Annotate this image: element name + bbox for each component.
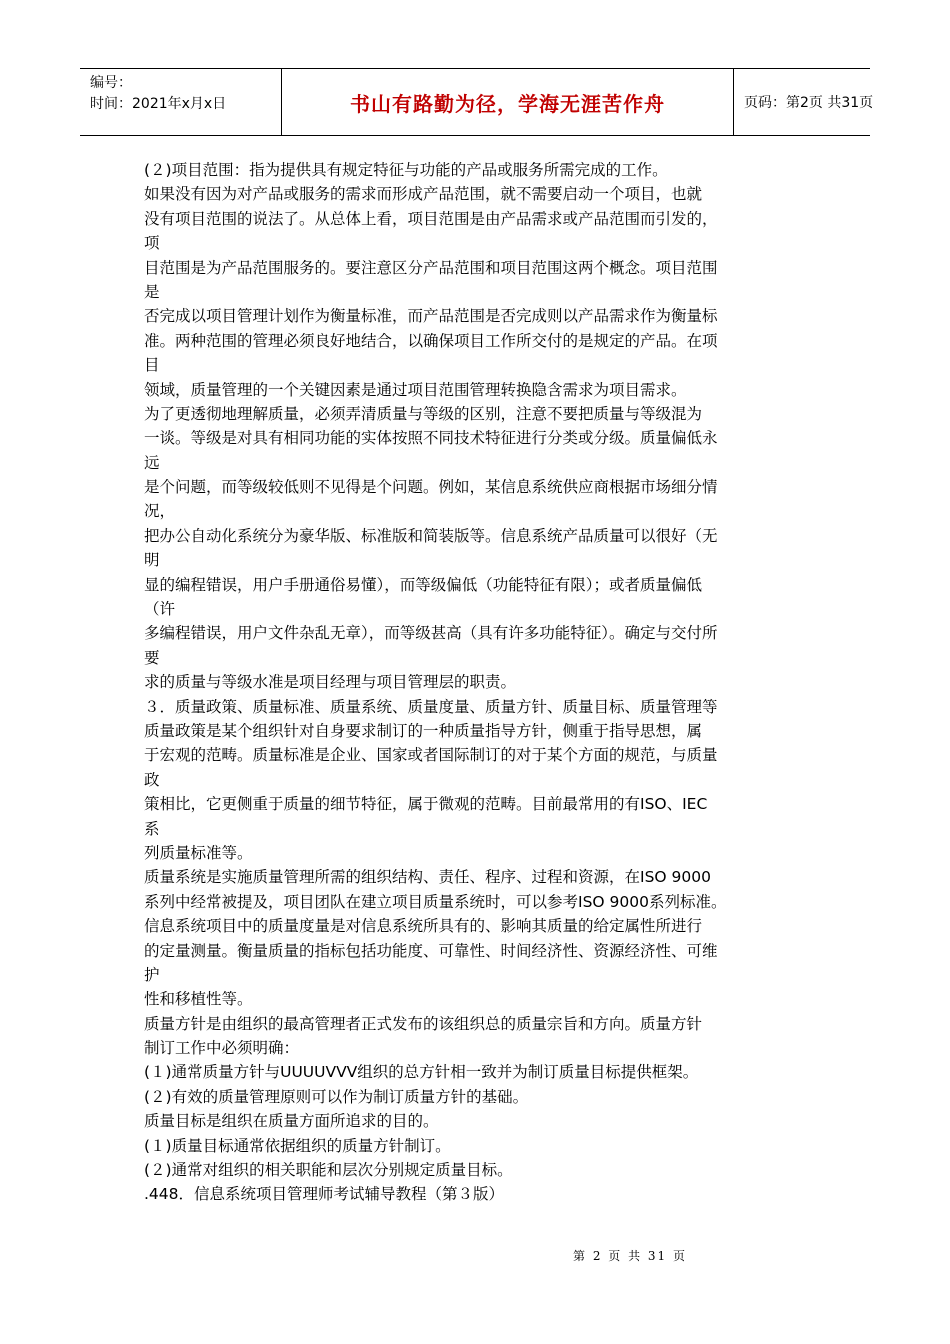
document-body [144, 158, 816, 1207]
text-line: 系 [144, 819, 160, 838]
text-line: （许 [144, 600, 176, 619]
text-line: 护 [144, 965, 160, 984]
text-line: 把办公自动化系统分为豪华版、标准版和简装版等。信息系统产品质量可以很好（无 [144, 526, 718, 545]
text-line: 质量目标是组织在质量方面所追求的目的。 [144, 1112, 439, 1131]
text-line: 要 [144, 648, 160, 667]
text-line: 列质量标准等。 [144, 843, 253, 862]
page-footer: 第 2 页 共 31 页 [573, 1249, 687, 1263]
text-line: 质量政策是某个组织针对自身要求制订的一种质量指导方针，侧重于指导思想，属 [144, 721, 703, 740]
section-heading: ３．质量政策、质量标准、质量系统、质量度量、质量方针、质量目标、质量管理等 [144, 697, 718, 716]
text-line: 没有项目范围的说法了。从总体上看，项目范围是由产品需求或产品范围而引发的， [144, 209, 718, 228]
text-line: 是 [144, 282, 160, 301]
text-line: (２)通常对组织的相关职能和层次分别规定质量目标。 [144, 1161, 513, 1180]
text-line: 于宏观的范畴。质量标准是企业、国家或者国际制订的对于某个方面的规范，与质量 [144, 746, 718, 765]
text-line: 信息系统项目中的质量度量是对信息系统所具有的、影响其质量的给定属性所进行 [144, 917, 703, 936]
text-line: 系列中经常被提及，项目团队在建立项目质量系统时，可以参考ISO 9000系列标准。 [144, 892, 727, 911]
text-line: 是个问题，而等级较低则不见得是个问题。例如，某信息系统供应商根据市场细分情 [144, 478, 718, 497]
text-line: 为了更透彻地理解质量，必须弄清质量与等级的区别，注意不要把质量与等级混为 [144, 404, 703, 423]
text-line: 如果没有因为对产品或服务的需求而形成产品范围，就不需要启动一个项目，也就 [144, 185, 703, 204]
text-line: 明 [144, 551, 160, 570]
header-page-info: 页码：第2页 共31页 [744, 95, 874, 111]
text-line: 显的编程错误，用户手册通俗易懂），而等级偏低（功能特征有限）；或者质量偏低 [144, 575, 703, 594]
text-line: 况， [144, 502, 176, 521]
text-line: 的定量测量。衡量质量的指标包括功能度、可靠性、时间经济性、资源经济性、可维 [144, 941, 718, 960]
page-header [80, 68, 874, 136]
text-line: 目 [144, 356, 160, 375]
document-number-label: 编号： [90, 75, 132, 91]
header-meta [80, 69, 282, 135]
text-line: (２)有效的质量管理原则可以作为制订质量方针的基础。 [144, 1087, 529, 1106]
text-line: 领域，质量管理的一个关键因素是通过项目范围管理转换隐含需求为项目需求。 [144, 380, 687, 399]
header-motto: 书山有路勤为径，学海无涯苦作舟 [282, 69, 734, 135]
document-date: 时间：2021年x月x日 [90, 96, 227, 112]
text-line: 质量方针是由组织的最高管理者正式发布的该组织总的质量宗旨和方向。质量方针 [144, 1014, 703, 1033]
text-line: 多编程错误，用户文件杂乱无章），而等级甚高（具有许多功能特征）。确定与交付所 [144, 624, 718, 643]
text-line: 制订工作中必须明确： [144, 1039, 300, 1058]
text-line: 目范围是为产品范围服务的。要注意区分产品范围和项目范围这两个概念。项目范围 [144, 258, 718, 277]
text-line: 项 [144, 234, 160, 253]
text-line: (２)项目范围：指为提供具有规定特征与功能的产品或服务所需完成的工作。 [144, 161, 668, 179]
text-line: 策相比，它更侧重于质量的细节特征，属于微观的范畴。目前最常用的有ISO、IEC [144, 795, 708, 814]
text-line: (１)质量目标通常依据组织的质量方针制订。 [144, 1136, 451, 1155]
running-footer-text: .448．信息系统项目管理师考试辅导教程（第３版） [144, 1185, 505, 1204]
text-line: 性和移植性等。 [144, 990, 253, 1009]
text-line: 一谈。等级是对具有相同功能的实体按照不同技术特征进行分类或分级。质量偏低永 [144, 429, 718, 448]
text-line: 远 [144, 453, 160, 472]
text-line: 政 [144, 770, 160, 789]
text-line: 准。两种范围的管理必须良好地结合，以确保项目工作所交付的是规定的产品。在项 [144, 331, 718, 350]
text-line: 质量系统是实施质量管理所需的组织结构、责任、程序、过程和资源，在ISO 9000 [144, 868, 711, 887]
text-line: 求的质量与等级水准是项目经理与项目管理层的职责。 [144, 673, 517, 692]
text-line: 否完成以项目管理计划作为衡量标准，而产品范围是否完成则以产品需求作为衡量标 [144, 307, 718, 326]
text-line: (１)通常质量方针与UUUUVVV组织的总方针相一致并为制订质量目标提供框架。 [144, 1063, 699, 1082]
